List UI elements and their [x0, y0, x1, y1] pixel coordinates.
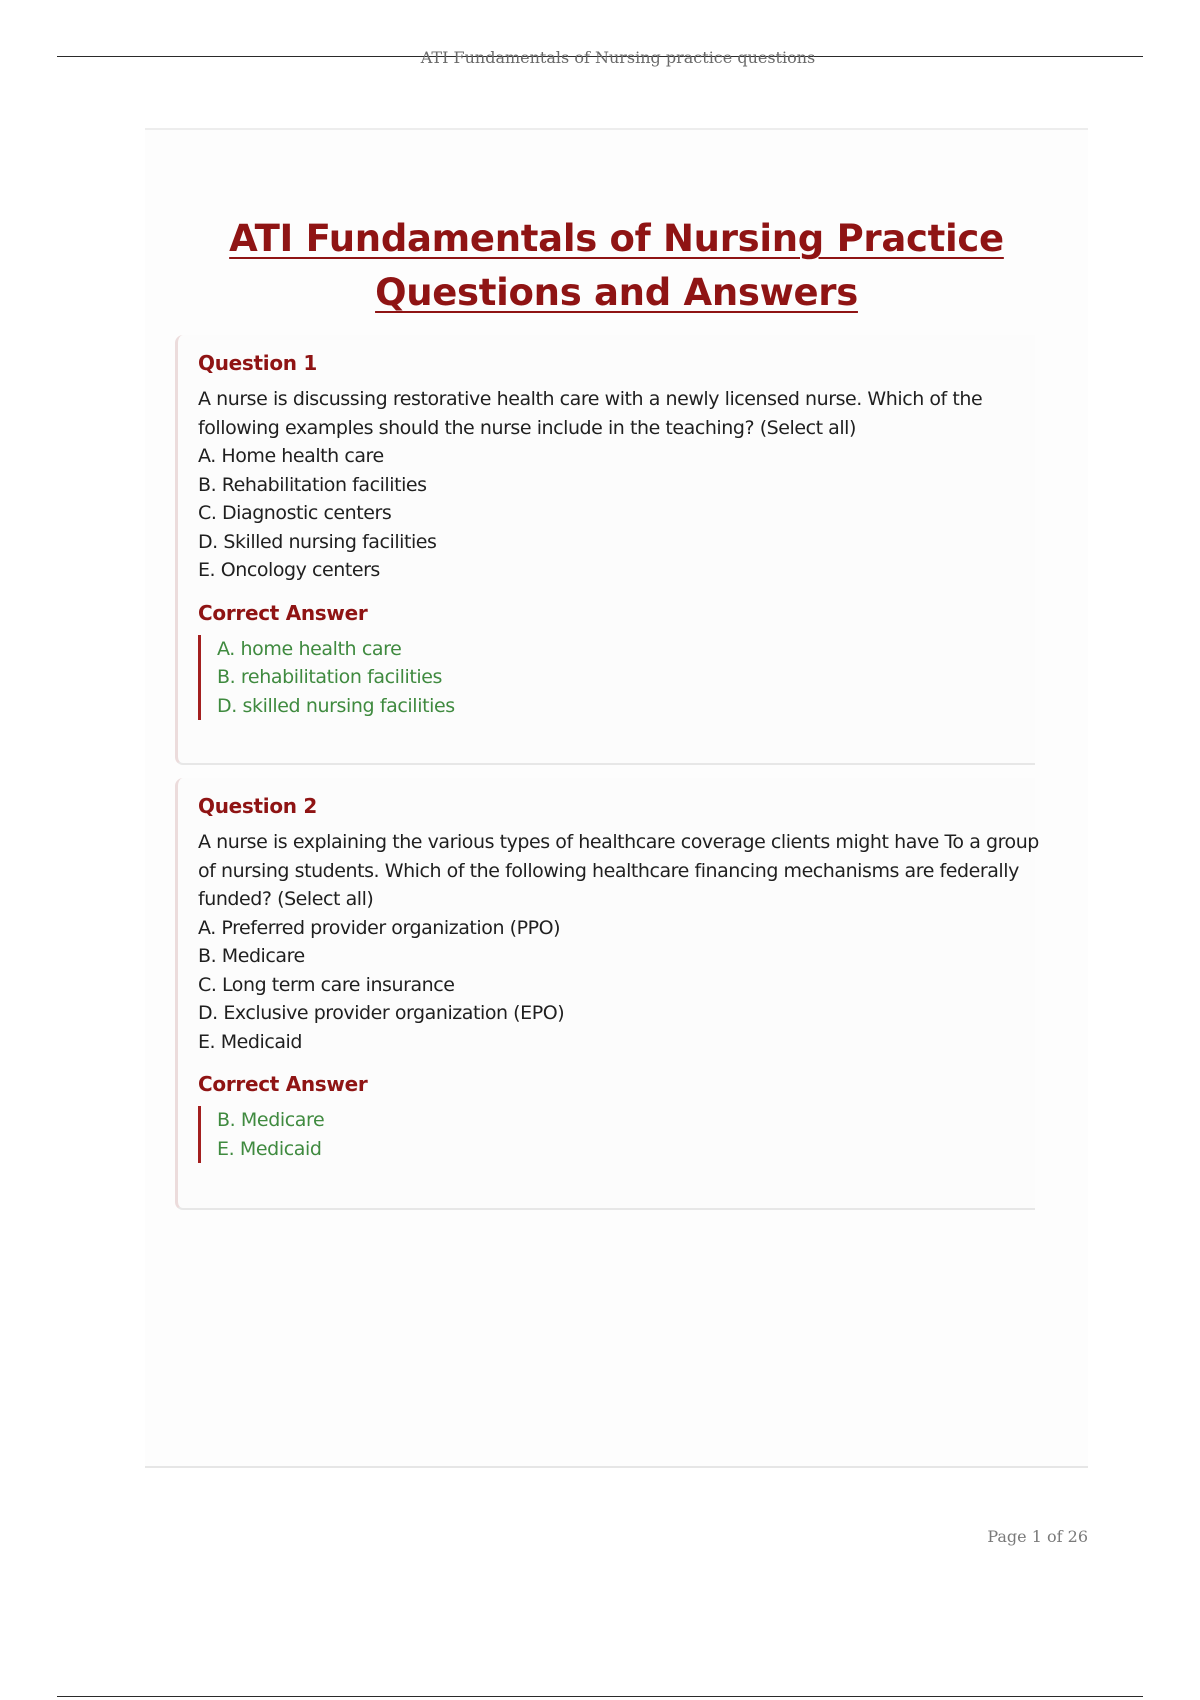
option-item: E. Medicaid	[198, 1030, 302, 1053]
running-header: ATI Fundamentals of Nursing practice questions	[420, 48, 816, 67]
correct-answer-heading: Correct Answer	[198, 600, 368, 625]
option-item: D. Skilled nursing facilities	[198, 530, 437, 553]
footer-rule	[57, 1696, 1143, 1697]
question-heading: Question 1	[198, 351, 317, 375]
page-number: Page 1 of 26	[987, 1527, 1088, 1546]
correct-answer-item: B. rehabilitation facilities	[217, 666, 443, 688]
question-text: A nurse is discussing restorative health care with a newly licensed nurse. Which of the following examples should the nurse include in the teaching? (Select all)	[198, 388, 983, 439]
option-item: C. Diagnostic centers	[198, 502, 392, 524]
page-title: ATI Fundamentals of Nursing Practice Questions and Answers	[229, 217, 1004, 314]
question-heading: Question 2	[198, 794, 317, 818]
correct-answer-heading: Correct Answer	[198, 1072, 368, 1096]
content-card	[145, 128, 1088, 1468]
correct-answer-list	[198, 635, 1035, 721]
question-card-1	[175, 335, 1035, 765]
question-card-2	[175, 778, 1039, 1210]
option-item: B. Medicare	[198, 945, 305, 967]
option-item: A. Home health care	[198, 445, 384, 467]
option-list	[198, 914, 1035, 1057]
correct-answer-item: D. skilled nursing facilities	[217, 694, 455, 717]
option-item: A. Preferred provider organization (PPO)	[198, 916, 561, 939]
option-item: B. Rehabilitation facilities	[198, 473, 427, 496]
option-item: C. Long term care insurance	[198, 973, 455, 996]
option-item: D. Exclusive provider organization (EPO)	[198, 1002, 565, 1024]
question-text: A nurse is explaining the various types of healthcare coverage clients might have To a group of nursing students. Which of the following healthcare financing mechanisms are federally funded? (Select all)	[198, 831, 1039, 910]
correct-answer-item: E. Medicaid	[217, 1137, 322, 1160]
option-item: E. Oncology centers	[198, 559, 380, 581]
correct-answer-item: B. Medicare	[217, 1109, 325, 1131]
option-list	[198, 442, 1035, 585]
correct-answer-list	[198, 1106, 1035, 1163]
correct-answer-item: A. home health care	[217, 637, 402, 660]
